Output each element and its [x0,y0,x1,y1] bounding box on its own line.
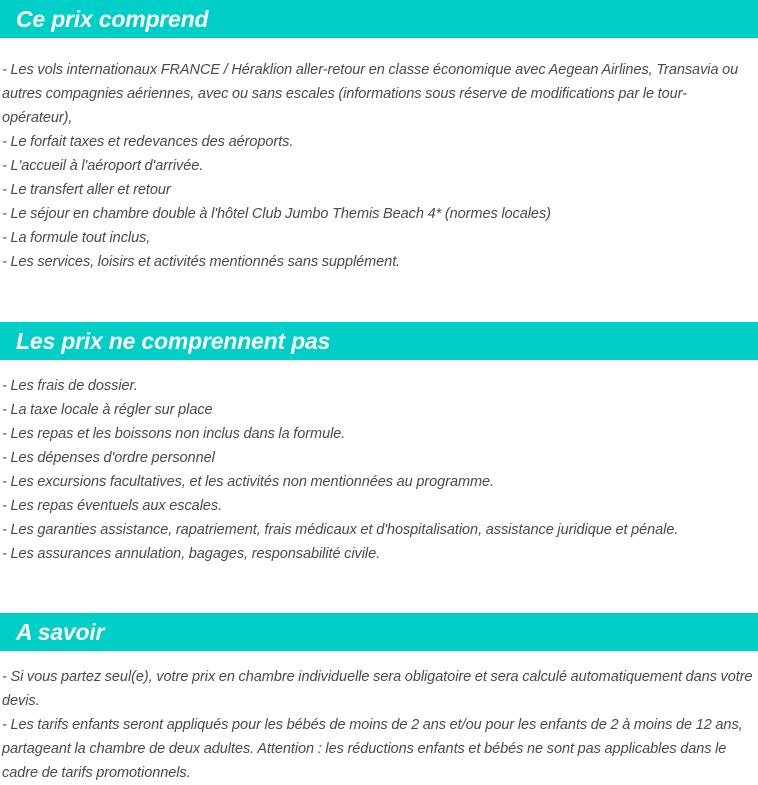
spacer [0,651,758,665]
spacer [0,360,758,374]
section-body-a-savoir [0,665,758,785]
list-item: - Le transfert aller et retour [2,182,171,198]
list-item: - Le séjour en chambre double à l'hôtel Club Jumbo Themis Beach 4* (normes locales) [2,206,551,222]
list-item: - Les repas éventuels aux escales. [2,498,223,514]
list-item: - La formule tout inclus, [2,230,151,246]
list-item: - Les excursions facultatives, et les activités non mentionnées au programme. [2,474,495,490]
list-item: - Les frais de dossier. [2,378,138,394]
list-item: - Les dépenses d'ordre personnel [2,450,215,466]
section-heading-a-savoir: A savoir [0,613,758,651]
list-item: - Les repas et les boissons non inclus dans la formule. [2,426,346,442]
list-item: - Les vols internationaux FRANCE / Héraklion aller-retour en classe économique avec Aegean Airlines, Transavia ou autres compagnies aériennes, avec ou sans escales (informations sous réserve de modifications par le tour-opérateur), [2,62,739,126]
spacer [0,38,758,58]
list-item: - La taxe locale à régler sur place [2,402,213,418]
list-item: - Si vous partez seul(e), votre prix en chambre individuelle sera obligatoire et sera calculé automatiquement dans votre devis. [2,669,753,709]
spacer [0,566,758,613]
list-item: - L'accueil à l'aéroport d'arrivée. [2,158,204,174]
section-body-les-prix-ne-comprennent-pas [0,374,758,566]
list-item: - Le forfait taxes et redevances des aéroports. [2,134,294,150]
section-heading-les-prix-ne-comprennent-pas: Les prix ne comprennent pas [0,322,758,360]
list-item: - Les services, loisirs et activités mentionnés sans supplément. [2,254,401,270]
section-heading-ce-prix-comprend: Ce prix comprend [0,0,758,38]
list-item: - Les garanties assistance, rapatriement, frais médicaux et d'hospitalisation, assistance juridique et pénale. [2,522,679,538]
section-body-ce-prix-comprend [0,58,758,274]
list-item: - Les tarifs enfants seront appliqués pour les bébés de moins de 2 ans et/ou pour les enfants de 2 à moins de 12 ans, partageant la chambre de deux adultes. Attention : les réductions enfants et bébés ne sont pas applicables dans le cadre de tarifs promotionnels. [2,717,743,781]
spacer [0,274,758,322]
list-item: - Les assurances annulation, bagages, responsabilité civile. [2,546,381,562]
